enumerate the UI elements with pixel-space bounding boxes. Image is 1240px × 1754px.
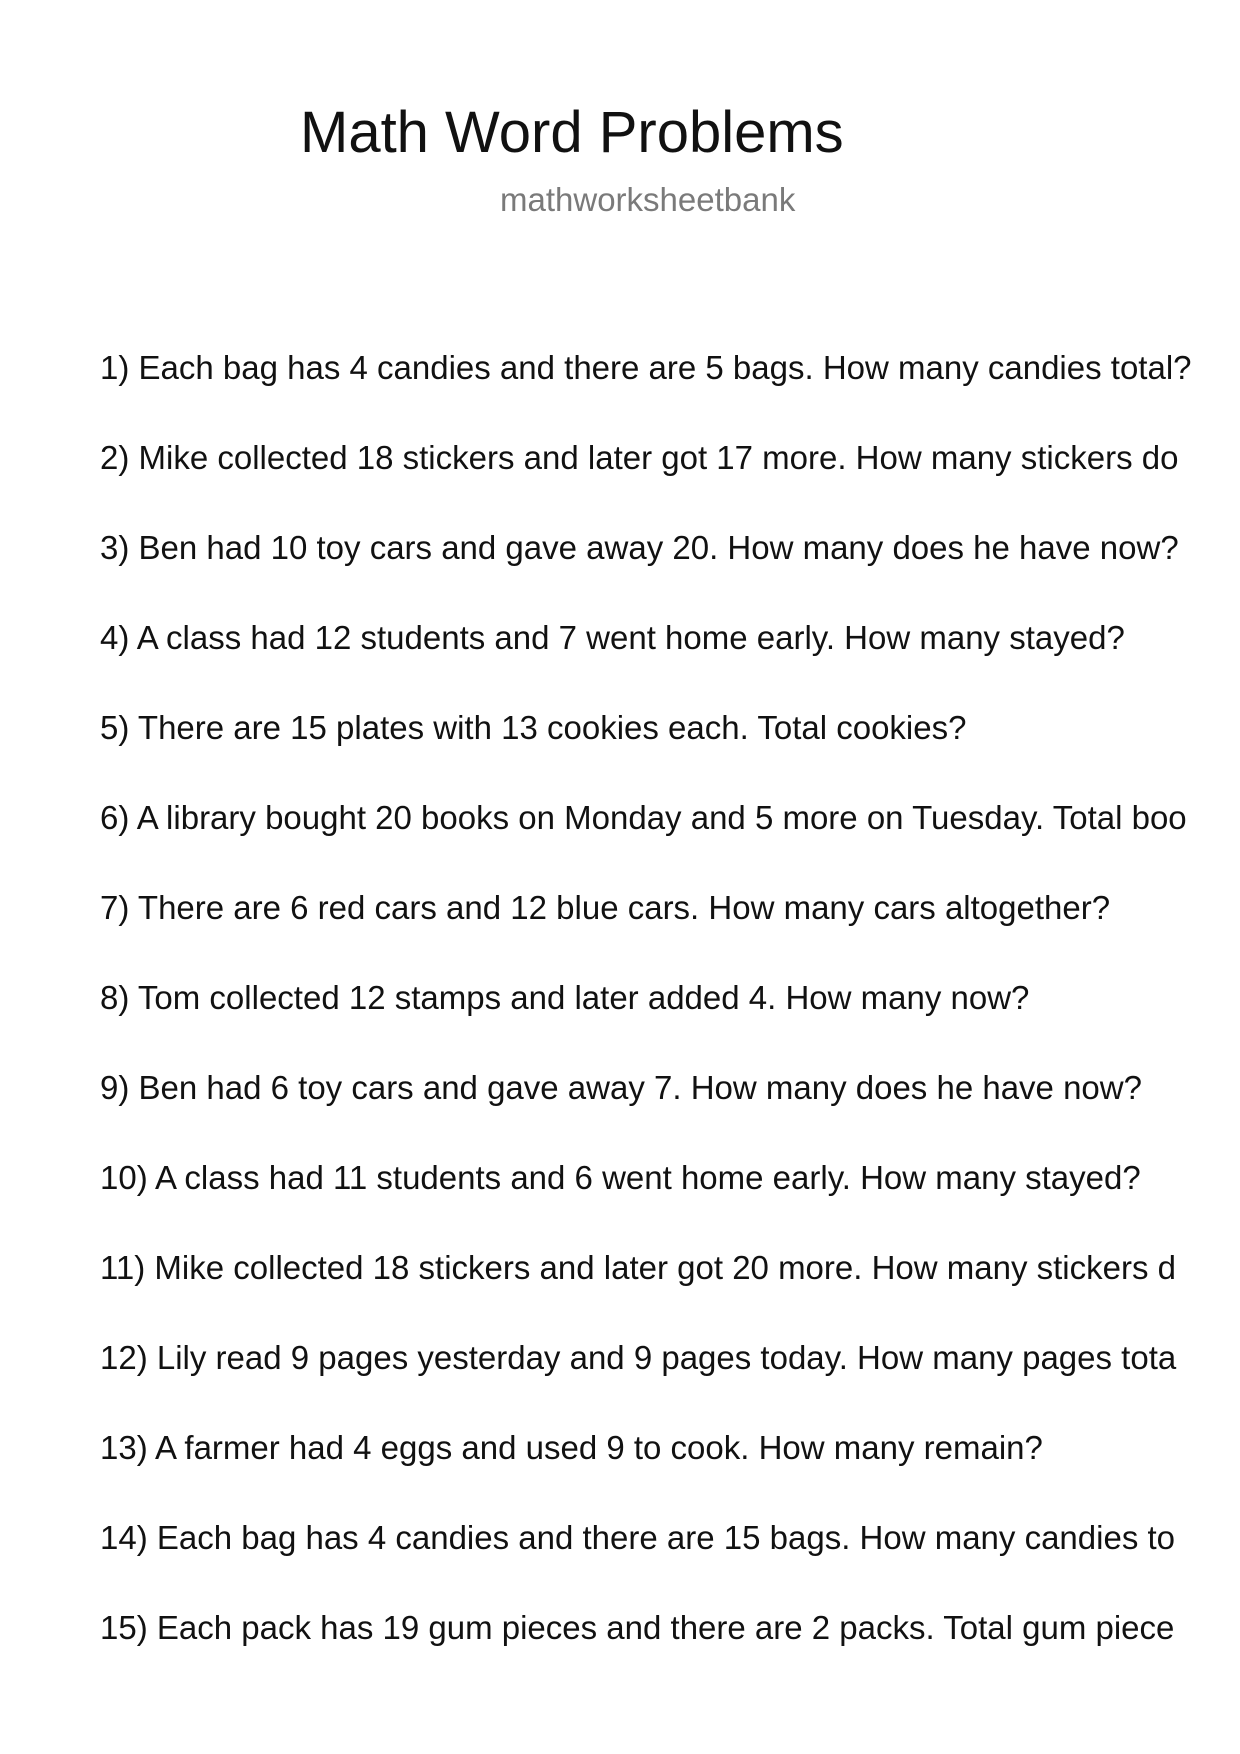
problem-list — [100, 348, 1192, 1698]
problem-item-12: 12) Lily read 9 pages yesterday and 9 pages today. How many pages tota — [100, 1339, 1177, 1376]
problem-item-5: 5) There are 15 plates with 13 cookies each. Total cookies? — [100, 709, 967, 746]
problem-item-8: 8) Tom collected 12 stamps and later added 4. How many now? — [100, 979, 1030, 1016]
problem-item-14: 14) Each bag has 4 candies and there are 15 bags. How many candies to — [100, 1519, 1176, 1556]
problem-item-3: 3) Ben had 10 toy cars and gave away 20. How many does he have now? — [100, 529, 1179, 566]
problem-item-10: 10) A class had 11 students and 6 went home early. How many stayed? — [100, 1159, 1141, 1196]
problem-item-2: 2) Mike collected 18 stickers and later got 17 more. How many stickers do — [100, 439, 1179, 476]
problem-item-7: 7) There are 6 red cars and 12 blue cars. How many cars altogether? — [100, 889, 1111, 926]
problem-item-4: 4) A class had 12 students and 7 went home early. How many stayed? — [100, 619, 1125, 656]
page-title: Math Word Problems — [300, 100, 844, 165]
problem-item-1: 1) Each bag has 4 candies and there are 5 bags. How many candies total? — [100, 349, 1192, 386]
problem-item-15: 15) Each pack has 19 gum pieces and there are 2 packs. Total gum piece — [100, 1609, 1175, 1646]
page-subtitle: mathworksheetbank — [500, 181, 796, 218]
problem-item-11: 11) Mike collected 18 stickers and later got 20 more. How many stickers d — [100, 1249, 1176, 1286]
problem-item-9: 9) Ben had 6 toy cars and gave away 7. How many does he have now? — [100, 1069, 1142, 1106]
problem-item-6: 6) A library bought 20 books on Monday and 5 more on Tuesday. Total boo — [100, 799, 1187, 836]
problem-item-13: 13) A farmer had 4 eggs and used 9 to cook. How many remain? — [100, 1429, 1043, 1466]
